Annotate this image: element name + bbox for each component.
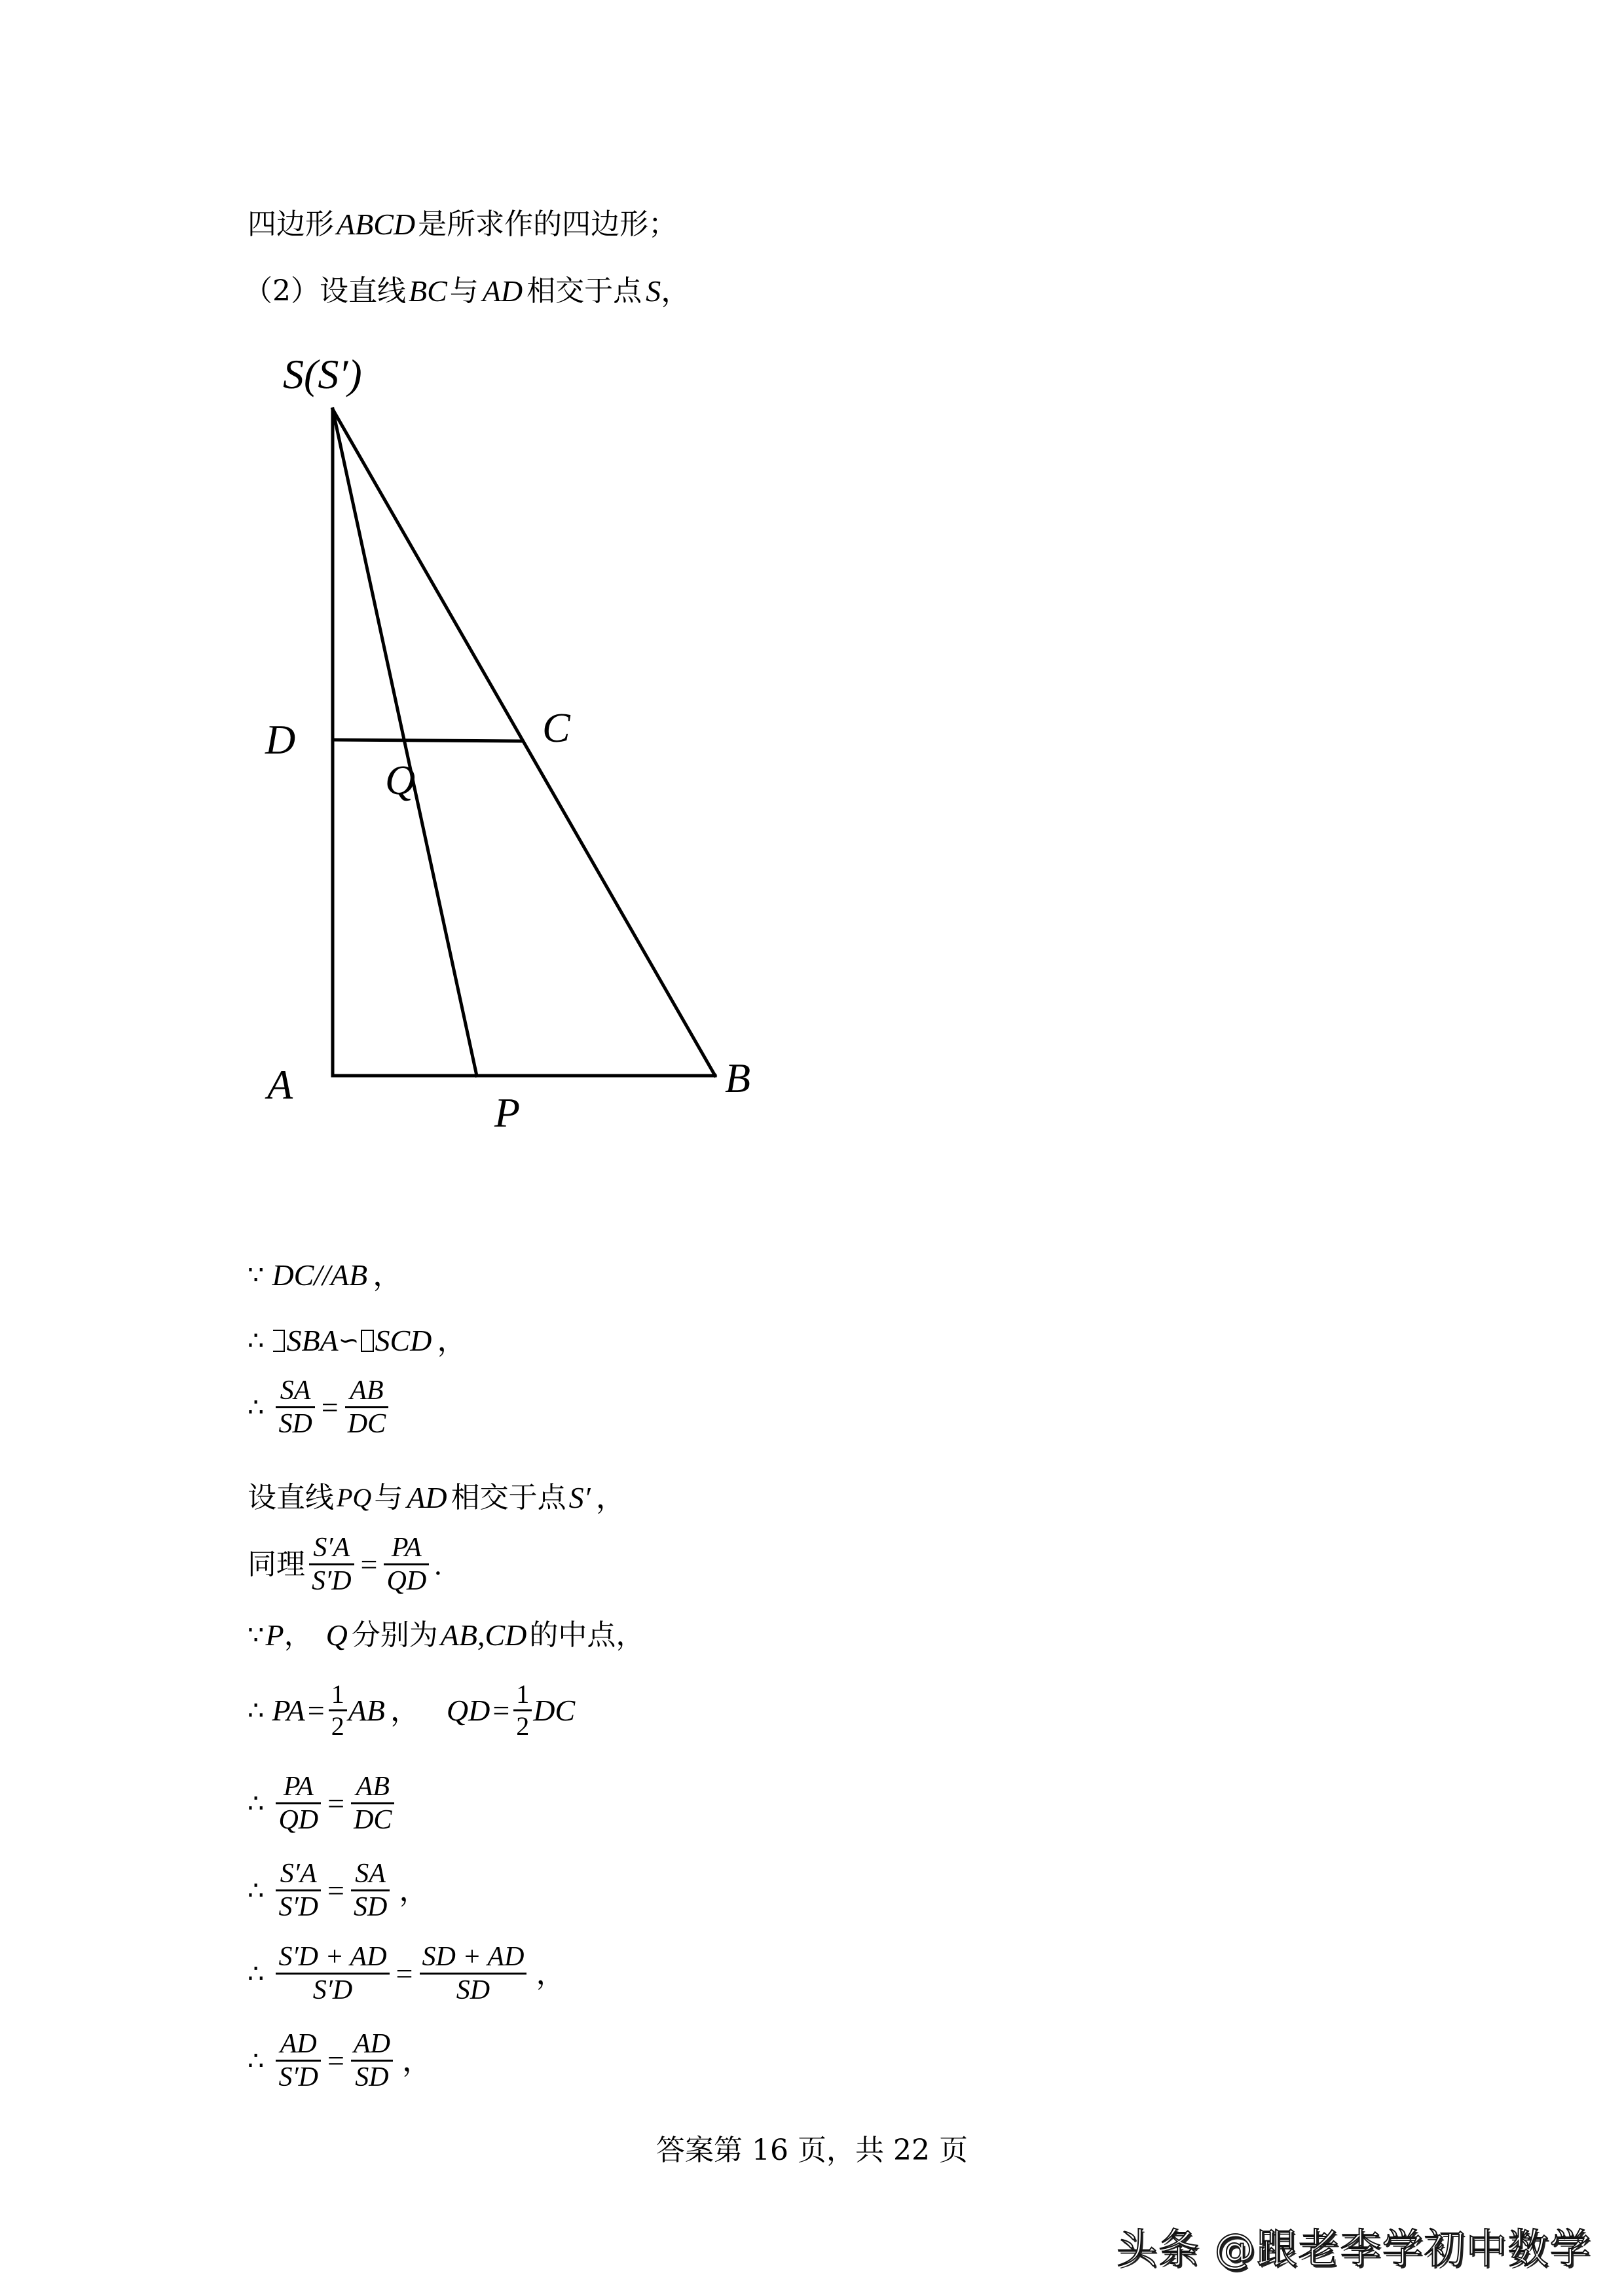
proof-6-math-p: P <box>265 1618 284 1652</box>
fraction <box>309 1532 354 1597</box>
line-sb <box>333 409 715 1076</box>
equals-sign: = <box>327 2043 344 2077</box>
proof-6-text2: 的中点 <box>529 1618 616 1652</box>
equals-sign: = <box>492 1693 510 1727</box>
fraction-numerator: AD <box>353 2029 390 2059</box>
intro-text-after: 是所求作的四边形； <box>418 208 678 241</box>
proof-6-text1: 分别为 <box>351 1618 438 1652</box>
fraction-denominator: SD <box>278 1409 312 1440</box>
label-q: Q <box>385 757 416 803</box>
fraction <box>276 1771 321 1836</box>
fraction-numerator: AB <box>356 1772 390 1802</box>
fraction <box>351 1771 394 1836</box>
fraction-numerator: SA <box>355 1859 386 1889</box>
label-a: A <box>267 1061 293 1108</box>
intro-text-before: 四边形 <box>248 208 334 241</box>
proof-6-math-ab-cd: AB,CD <box>440 1618 527 1652</box>
fraction-denominator: SD <box>456 1975 490 2006</box>
label-apex: S(S′) <box>283 351 362 397</box>
fraction-half <box>329 1679 347 1741</box>
equals-sign: = <box>327 1873 344 1907</box>
therefore-symbol: ∴ <box>248 1326 263 1356</box>
proof-4-math-s-prime: S′ <box>568 1481 591 1514</box>
proof-line-6 <box>248 1620 644 1650</box>
page-footer <box>0 2126 1624 2168</box>
fraction <box>276 1941 389 2007</box>
label-b: B <box>725 1055 751 1101</box>
proof-1-punc: ， <box>373 1258 403 1292</box>
proof-4-text3: 相交于点 <box>451 1481 566 1514</box>
line-dc <box>333 740 521 741</box>
proof-line-1 <box>248 1260 403 1290</box>
fraction-denominator: S′D <box>312 1566 352 1597</box>
fraction <box>276 2028 321 2094</box>
fraction-denominator: DC <box>347 1409 386 1440</box>
fraction-denominator: S′D <box>278 2062 318 2093</box>
proof-line-10 <box>248 1941 566 2007</box>
therefore-symbol: ∴ <box>248 1875 263 1906</box>
fraction <box>351 1858 390 1923</box>
fraction <box>384 1532 429 1597</box>
fraction-denominator: S′D <box>278 1892 318 1923</box>
equals-sign: = <box>360 1547 378 1581</box>
triangle-placeholder-icon <box>273 1330 285 1352</box>
similar-symbol: ∽ <box>338 1327 360 1355</box>
fraction <box>351 2028 393 2094</box>
fraction-numerator: AB <box>350 1376 384 1406</box>
part2-math-ad: AD <box>482 274 523 308</box>
proof-6-punc: ， <box>616 1618 645 1652</box>
part2-line <box>244 276 691 306</box>
fraction-numerator: PA <box>391 1533 422 1563</box>
part2-math-s: S <box>646 274 661 308</box>
label-p: P <box>494 1089 521 1136</box>
proof-2-tri1: SBA <box>286 1324 339 1357</box>
proof-line-9 <box>248 1858 429 1923</box>
fraction-numerator: S′A <box>313 1533 350 1563</box>
fraction-denominator: SD <box>355 2062 389 2093</box>
line-sp <box>333 409 477 1076</box>
equals-sign: = <box>327 1786 345 1820</box>
part2-math-bc: BC <box>409 274 447 308</box>
page-number-text: 答案第 16 页，共 22 页 <box>656 2134 968 2167</box>
proof-1-math: DC//AB <box>272 1258 368 1292</box>
fraction-denominator: QD <box>386 1566 427 1597</box>
fraction <box>420 1941 527 2007</box>
proof-4-punc: ， <box>595 1481 626 1514</box>
triangle-placeholder-icon <box>361 1330 374 1352</box>
proof-line-3 <box>248 1375 392 1440</box>
fraction-numerator: AD <box>280 2029 317 2059</box>
intro-math: ABCD <box>337 208 416 241</box>
fraction-denominator: DC <box>354 1805 392 1836</box>
fraction-denominator: S′D <box>312 1975 353 2006</box>
proof-line-2 <box>248 1326 467 1356</box>
fraction-numerator: S′A <box>280 1859 317 1889</box>
therefore-symbol: ∴ <box>248 1695 263 1726</box>
fraction-denominator: SD <box>353 1892 388 1923</box>
therefore-symbol: ∴ <box>248 1958 263 1989</box>
intro-line <box>248 210 677 240</box>
proof-line-5 <box>248 1532 442 1597</box>
proof-6-math-q: Q <box>325 1618 348 1652</box>
proof-5-text: 同理 <box>248 1547 305 1581</box>
proof-5-punc: . <box>434 1547 442 1581</box>
fraction-denominator: QD <box>278 1805 319 1836</box>
therefore-symbol: ∴ <box>248 2045 263 2076</box>
fraction <box>345 1375 388 1440</box>
proof-4-text2: 与 <box>374 1481 403 1514</box>
label-d: D <box>265 716 296 763</box>
equals-sign: = <box>321 1390 339 1424</box>
label-c: C <box>542 704 570 751</box>
equals-sign: = <box>307 1693 325 1727</box>
proof-11-punc: ， <box>401 2043 432 2077</box>
proof-4-math-ad: AD <box>407 1481 447 1514</box>
proof-7-lhs1: PA <box>272 1693 305 1727</box>
proof-7-sep: ， <box>390 1693 420 1727</box>
proof-line-4 <box>248 1483 626 1513</box>
proof-7-rhs2: DC <box>533 1693 576 1727</box>
fraction-numerator: S′D + AD <box>278 1942 387 1972</box>
proof-6-sep: ， <box>284 1618 313 1652</box>
fraction-numerator: SA <box>280 1376 311 1406</box>
because-symbol: ∵ <box>248 1620 263 1650</box>
therefore-symbol: ∴ <box>248 1788 263 1819</box>
proof-line-8 <box>248 1771 398 1836</box>
proof-line-11 <box>248 2028 432 2094</box>
proof-2-tri2: SCD <box>375 1324 432 1357</box>
proof-10-punc: ， <box>536 1956 566 1990</box>
fraction-numerator: SD + AD <box>422 1942 525 1972</box>
fraction <box>276 1375 314 1440</box>
therefore-symbol: ∴ <box>248 1392 263 1423</box>
part2-suffix: ， <box>661 274 692 308</box>
part2-text-and: 与 <box>449 274 479 308</box>
part2-prefix: （2）设直线 <box>244 274 406 308</box>
proof-7-rhs1: AB <box>348 1693 385 1727</box>
fraction-numerator: 1 <box>331 1679 344 1709</box>
fraction <box>276 1858 321 1923</box>
proof-line-7 <box>248 1679 575 1741</box>
fraction-half <box>513 1679 532 1741</box>
fraction-numerator: 1 <box>516 1679 530 1709</box>
equals-sign: = <box>396 1956 413 1990</box>
because-symbol: ∵ <box>248 1260 263 1290</box>
fraction-numerator: PA <box>283 1772 314 1802</box>
fraction-denominator: 2 <box>331 1711 344 1741</box>
watermark: 头条 @跟老李学初中数学 <box>1116 2225 1592 2272</box>
fraction-denominator: 2 <box>516 1711 530 1741</box>
proof-4-math-pq: PQ <box>337 1483 372 1512</box>
proof-4-text1: 设直线 <box>248 1481 334 1514</box>
proof-2-punc: ， <box>437 1324 468 1357</box>
proof-9-punc: ， <box>399 1873 430 1907</box>
proof-7-lhs2: QD <box>446 1693 490 1727</box>
part2-text-intersect: 相交于点 <box>526 274 642 308</box>
